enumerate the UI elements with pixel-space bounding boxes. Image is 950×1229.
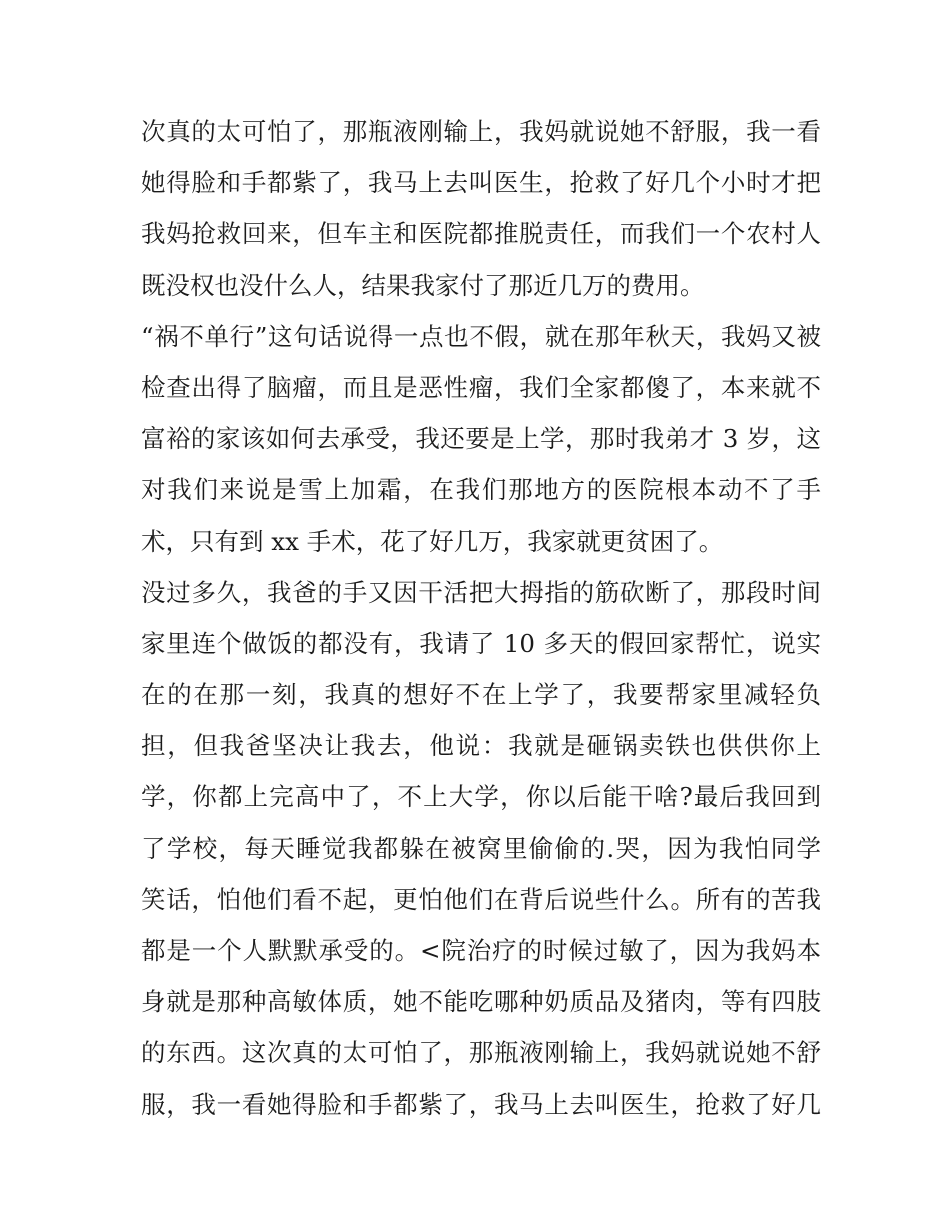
text-line: 她得脸和手都紫了，我马上去叫医生，抢救了好几个小时才把	[141, 168, 821, 198]
text-line: 我妈抢救回来，但车主和医院都推脱责任，而我们一个农村人	[141, 219, 821, 249]
text-line: 没过多久，我爸的手又因干活把大拇指的筋砍断了，那段时间	[141, 577, 821, 607]
text-line: 了学校，每天睡觉我都躲在被窝里偷偷的.哭，因为我怕同学	[141, 833, 821, 863]
text-line: 笑话，怕他们看不起，更怕他们在背后说些什么。所有的苦我	[141, 884, 821, 914]
text-line: 都是一个人默默承受的。<院治疗的时候过敏了，因为我妈本	[141, 936, 821, 965]
text-line: 的东西。这次真的太可怕了，那瓶液刚输上，我妈就说她不舒	[141, 1038, 821, 1068]
text-line: 既没权也没什么人，结果我家付了那近几万的费用。	[141, 270, 705, 300]
text-line: “祸不单行”这句话说得一点也不假，就在那年秋天，我妈又被	[141, 321, 821, 351]
text-line: 富裕的家该如何去承受，我还要是上学，那时我弟才 3 岁，这	[141, 424, 821, 454]
body-text	[141, 106, 821, 1130]
text-line: 学，你都上完高中了，不上大学，你以后能干啥?最后我回到	[141, 782, 821, 812]
text-line: 身就是那种高敏体质，她不能吃哪种奶质品及猪肉，等有四肢	[141, 987, 821, 1017]
text-line: 在的在那一刻，我真的想好不在上学了，我要帮家里减轻负	[141, 680, 821, 710]
text-line: 家里连个做饭的都没有，我请了 10 多天的假回家帮忙，说实	[141, 628, 821, 658]
text-line: 术，只有到 xx 手术，花了好几万，我家就更贫困了。	[141, 526, 724, 556]
text-line: 检查出得了脑瘤，而且是恶性瘤，我们全家都傻了，本来就不	[141, 372, 821, 402]
text-line: 次真的太可怕了，那瓶液刚输上，我妈就说她不舒服，我一看	[141, 117, 821, 146]
text-line: 担，但我爸坚决让我去，他说：我就是砸锅卖铁也供供你上	[141, 731, 821, 761]
text-line: 服，我一看她得脸和手都紫了，我马上去叫医生，抢救了好几	[141, 1089, 821, 1119]
text-line: 对我们来说是雪上加霜，在我们那地方的医院根本动不了手	[141, 475, 821, 505]
